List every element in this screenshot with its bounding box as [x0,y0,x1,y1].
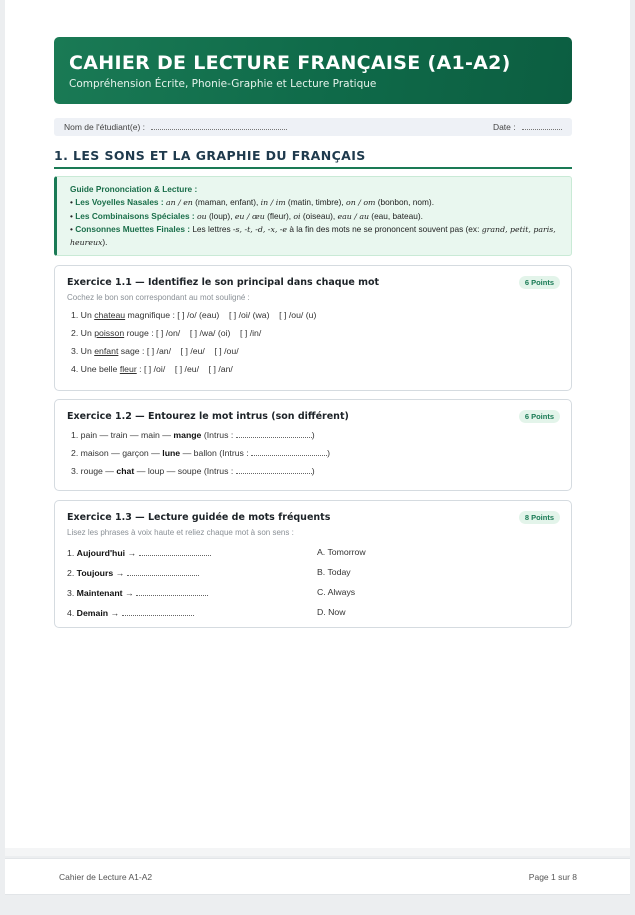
card-header [67,510,560,524]
exercise-title: Exercice 1.3 — Lecture guidée de mots fréquents [67,511,331,523]
match-word [67,547,317,558]
item-text: magnifique : [127,310,175,320]
match-word [67,567,317,578]
arrow-icon: → [127,547,137,558]
bullet: • [70,210,73,221]
exercise-card-1-1 [54,265,572,391]
points-badge: 8 Points [519,511,560,524]
item-number: 2. [71,448,79,458]
bold-word: Maintenant [76,587,123,598]
italic-example: ou [196,211,207,221]
word-list: pain — train — main — [80,430,171,440]
item-number: 3. [71,466,79,476]
points-badge: 6 Points [519,276,560,289]
answer-blank[interactable] [122,607,194,616]
pronunciation-guide [54,176,572,256]
match-row [67,562,560,582]
word-list: — loup — soupe [136,466,202,476]
underlined-word: enfant [94,346,119,356]
exercise-title: Exercice 1.2 — Entourez le mot intrus (son différent) [67,410,349,422]
guide-line-nasal [70,196,561,209]
item-text: Un [80,310,92,320]
intrus-label: (Intrus : [203,430,234,440]
exercise-item [71,444,560,462]
guide-line-combinations [70,210,561,223]
bold-word: mange [173,430,202,440]
match-row [67,582,560,602]
word-list: rouge — [80,466,114,476]
card-header [67,409,560,423]
item-text: : [139,364,142,374]
page-number: Page 1 sur 8 [528,871,577,882]
guide-key: Les Combinaisons Spéciales : [75,210,195,221]
guide-title: Guide Prononciation & Lecture : [70,184,198,194]
exercise-item [71,462,560,480]
paren: ) [311,466,315,476]
exercise-items [67,426,560,480]
match-row [67,542,560,562]
match-answer: A. Tomorrow [317,547,366,557]
italic-example: in / im [260,198,286,208]
checkbox-options[interactable]: [ ] /an/ [ ] /eu/ [ ] /ou/ [146,346,239,356]
card-header [67,275,560,289]
section-title: 1. LES SONS ET LA GRAPHIE DU FRANÇAIS [54,148,572,169]
italic-example: oi [293,211,301,221]
date-group [493,122,562,132]
date-field[interactable] [522,129,562,130]
word-list: maison — garçon — [80,448,160,458]
student-name-group [64,122,287,132]
bold-word: Toujours [76,567,114,578]
points-badge: 6 Points [519,410,560,423]
intrus-label: (Intrus : [219,448,249,458]
header-banner [54,37,572,104]
underlined-word: poisson [94,328,125,338]
checkbox-options[interactable]: [ ] /on/ [ ] /wa/ (oi) [ ] /in/ [156,328,262,338]
guide-line-mute-consonants [70,223,561,250]
page-subtitle: Compréhension Écrite, Phonie-Graphie et Lecture Pratique [69,78,377,90]
answer-blank[interactable] [236,465,312,474]
item-number: 2. [67,567,75,578]
bullet: • [70,223,73,234]
item-number: 4. [67,607,75,618]
italic-example: eau / au [337,211,369,221]
intrus-label: (Intrus : [203,466,234,476]
item-number: 3. [71,346,79,356]
item-text: Un [80,328,92,338]
bold-word: Aujourd'hui [76,547,126,558]
exercise-card-1-2 [54,399,572,491]
exercise-card-1-3 [54,500,572,628]
underlined-word: fleur [119,364,137,374]
paren: ) [327,448,331,458]
paren: ) [311,430,315,440]
match-word [67,587,317,598]
exercise-instruction: Lisez les phrases à voix haute et reliez chaque mot à son sens : [67,528,294,537]
arrow-icon: → [110,607,120,618]
arrow-icon: → [124,587,134,598]
guide-text: Les lettres -s, -t, -d, -x, -e à la fin des mots ne se prononcent souvent pas (ex: grand, petit, paris, heureux). [70,223,556,248]
exercise-item [71,426,560,444]
bold-word: chat [116,466,135,476]
italic-example: eu / œu [234,211,265,221]
item-number: 1. [71,430,79,440]
answer-blank[interactable] [136,587,208,596]
underlined-word: chateau [94,310,126,320]
checkbox-options[interactable]: [ ] /oi/ [ ] /eu/ [ ] /an/ [143,364,233,374]
item-number: 1. [71,310,79,320]
guide-key: Les Voyelles Nasales : [75,197,164,208]
bold-word: Demain [76,607,109,618]
bullet: • [70,197,73,208]
exercise-instruction: Cochez le bon son correspondant au mot souligné : [67,293,250,302]
guide-text: ou (loup), eu / œu (fleur), oi (oiseau), eau / au (eau, bateau). [196,210,423,221]
answer-blank[interactable] [236,429,312,438]
italic-example: -s, -t, -d, -x, -e [232,224,288,234]
exercise-item[interactable] [71,360,560,378]
item-text: rouge : [126,328,154,338]
match-answer: B. Today [317,567,351,577]
italic-example: an / en [165,198,193,208]
student-name-label: Nom de l'étudiant(e) : [64,122,145,132]
item-text: Un [80,346,92,356]
italic-example: on / om [346,198,376,208]
bold-word: lune [162,448,181,458]
exercise-title: Exercice 1.1 — Identifiez le son principal dans chaque mot [67,276,380,288]
item-number: 2. [71,328,79,338]
item-number: 1. [67,547,75,558]
exercise-items [67,306,560,378]
exercise-item[interactable] [71,324,560,342]
checkbox-options[interactable]: [ ] /o/ (eau) [ ] /oi/ (wa) [ ] /ou/ (u) [177,310,317,320]
match-row [67,602,560,622]
match-word [67,607,317,618]
guide-text: an / en (maman, enfant), in / im (matin, timbre), on / om (bonbon, nom). [165,197,434,208]
footer-document-name: Cahier de Lecture A1-A2 [59,871,153,882]
item-text: Une belle [80,364,118,374]
exercise-item[interactable] [71,306,560,324]
page-footer [5,858,630,895]
item-number: 3. [67,587,75,598]
italic-example: grand, petit, paris, heureux [70,224,556,248]
matching-rows [67,542,560,622]
answer-blank[interactable] [127,567,199,576]
item-text: sage : [120,346,145,356]
item-number: 4. [71,364,79,374]
student-info-bar [54,118,572,136]
match-answer: C. Always [317,587,356,597]
page-title: CAHIER DE LECTURE FRANÇAISE (A1-A2) [69,52,511,74]
student-name-field[interactable] [151,129,287,130]
exercise-item[interactable] [71,342,560,360]
answer-blank[interactable] [251,447,327,456]
match-answer: D. Now [317,607,346,617]
guide-key: Consonnes Muettes Finales : [75,223,191,234]
answer-blank[interactable] [139,547,211,556]
date-label: Date : [492,122,516,132]
arrow-icon: → [115,567,125,578]
word-list: — ballon [182,448,217,458]
page-gap [5,848,630,856]
